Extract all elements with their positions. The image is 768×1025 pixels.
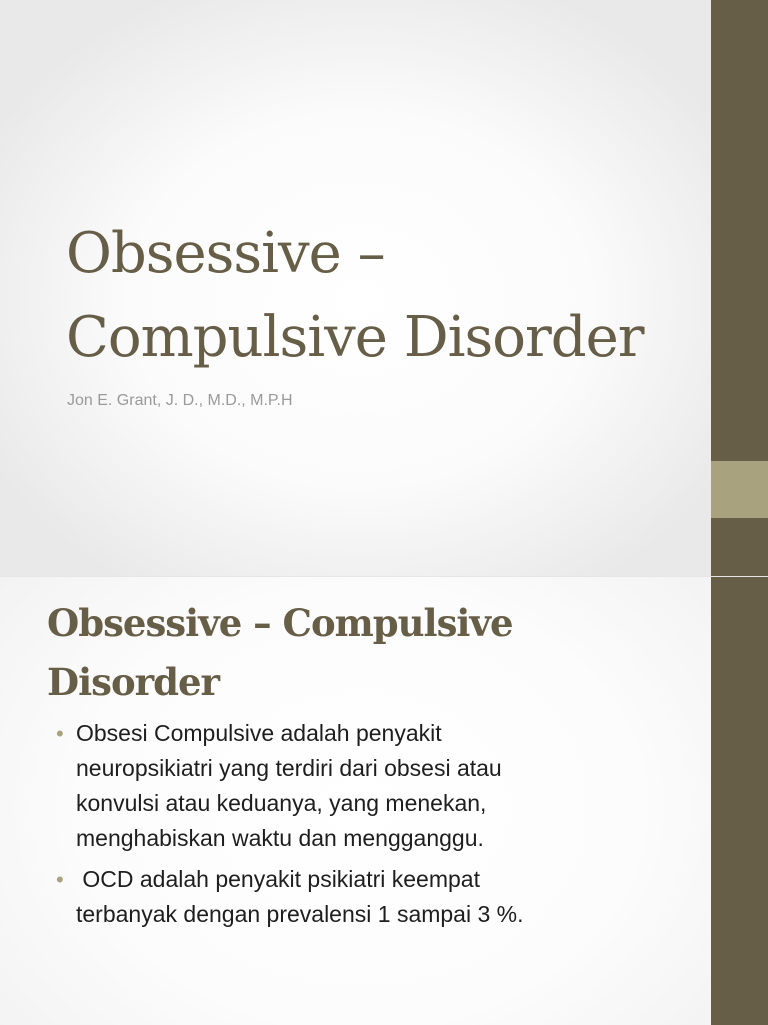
bullet-icon: • [56, 721, 64, 746]
content-slide [0, 576, 768, 1025]
bullet-icon: • [56, 867, 64, 892]
slide-title-line: Obsessive – [66, 221, 385, 286]
slide-title [66, 212, 706, 380]
slide-title-line: Compulsive Disorder [66, 305, 644, 370]
bullet-line: neuropsikiatri yang terdiri dari obsesi atau [76, 755, 502, 781]
slide-subtitle: Jon E. Grant, J. D., M.D., M.P.H [67, 392, 293, 409]
bullet-text [76, 862, 656, 932]
bullet-line: terbanyak dengan prevalensi 1 sampai 3 %. [76, 901, 524, 927]
bullet-line: menghabiskan waktu dan mengganggu. [76, 825, 484, 851]
bullet-text [76, 716, 656, 856]
slide-heading-line: Obsessive – Compulsive [47, 601, 513, 645]
side-accent-block [711, 461, 768, 518]
bullet-line: OCD adalah penyakit psikiatri keempat [76, 866, 480, 892]
bullet-line: Obsesi Compulsive adalah penyakit [76, 720, 442, 746]
bullet-item [56, 716, 656, 856]
side-bar [711, 577, 768, 1025]
slide-heading [47, 594, 687, 712]
bullet-line: konvulsi atau keduanya, yang menekan, [76, 790, 487, 816]
bullet-item [56, 862, 656, 932]
slide-heading-line: Disorder [47, 660, 220, 704]
bullet-list [56, 716, 656, 938]
